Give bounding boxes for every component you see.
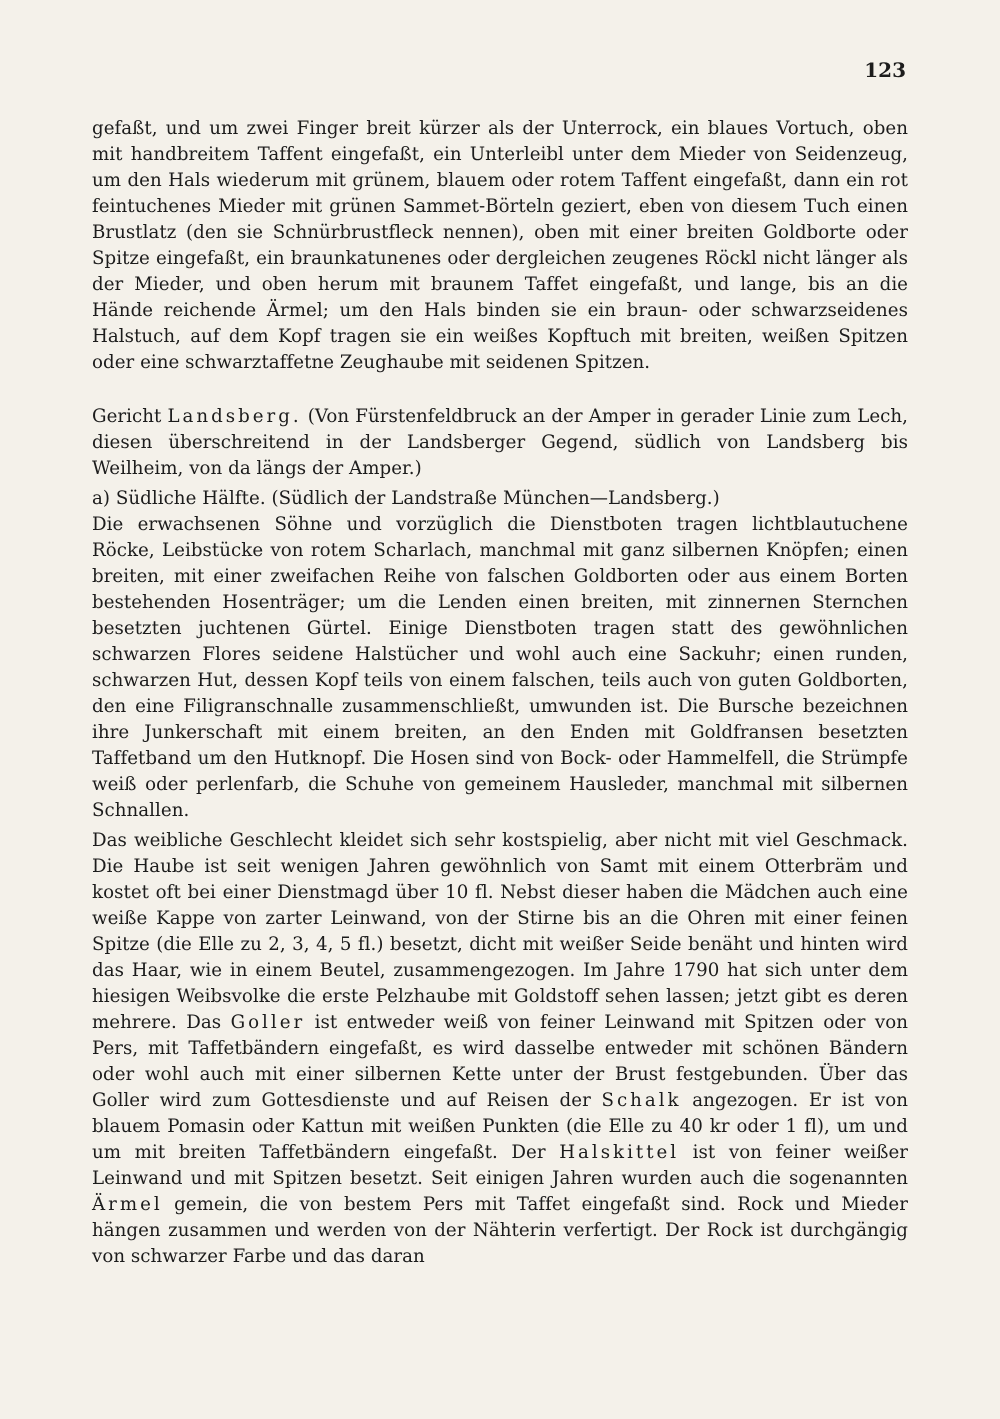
gericht-label: Gericht (92, 406, 168, 427)
term-schalk: Schalk (601, 1090, 682, 1111)
text-run: angezogen. Er ist von blauem Pomasin oder Kattun mit weißen Punkten (die Elle zu 40 kr oder 1 fl), um und um mit breiten Taffetbändern eingefaßt. Der (92, 1090, 908, 1163)
text-run: gemein, die von bestem Pers mit Taffet eingefaßt sind. Rock und Mieder hängen zusammen und werden von der Nähterin verfertigt. Der Rock ist durchgängig von schwarzer Farbe und das daran (92, 1194, 908, 1267)
section-heading: a) Südliche Hälfte. (Südlich der Landstraße München—Landsberg.) (92, 488, 720, 509)
term-aermel: Ärmel (92, 1194, 163, 1215)
paragraph-text (92, 828, 908, 1270)
paragraph-text: Die erwachsenen Söhne und vorzüglich die Dienstboten tragen lichtblautuchene Röcke, Leibstücke von rotem Scharlach, manchmal mit ganz silbernen Knöpfen; einen breiten, mit einer zweifachen Reihe von falschen Goldborten oder aus einem Borten bestehenden Hosenträger; um die Lenden einen breiten, mit zinnernen Sternchen besetzten juchtenen Gürtel. Einige Dienstboten tragen statt des gewöhnlichen schwarzen Flores seidene Halstücher und wohl auch eine Sackuhr; einen runden, schwarzen Hut, dessen Kopf teils von einem falschen, teils auch von guten Goldborten, den eine Filigranschnalle zusammenschließt, umwunden ist. Die Bursche bezeichnen ihre Junkerschaft mit einem breiten, an den Enden mit Goldfransen besetzten Taffetband um den Hutknopf. Die Hosen sind von Bock- oder Hammelfell, die Strümpfe weiß oder perlenfarb, die Schuhe von gemeinem Hausleder, manchmal mit silbernen Schnallen. (92, 514, 908, 821)
place-name-landsberg: Landsberg. (167, 406, 302, 427)
page-number: 123 (864, 58, 906, 82)
text-run: ist entweder weiß von feiner Leinwand mit Spitzen oder von Pers, mit Taffetbändern eingefaßt, es wird dasselbe entweder mit schönen Bändern oder wohl auch mit einer silbernen Kette unter der Brust festgebunden. Über das Goller wird zum Gottesdienste und auf Reisen der (92, 1012, 908, 1111)
region-description: (Von Fürstenfeldbruck an der Amper in gerader Linie zum Lech, diesen überschreitend in der Landsberger Gegend, südlich von Landsberg bis Weilheim, von da längs der Amper.) (92, 406, 908, 479)
paragraph-female-dress (92, 828, 908, 1270)
term-goller: Goller (230, 1012, 306, 1033)
paragraph-text (92, 404, 908, 482)
paragraph-text: gefaßt, und um zwei Finger breit kürzer als der Unterrock, ein blaues Vortuch, oben mit handbreitem Taffent eingefaßt, ein Unterleibl unter dem Mieder von Seidenzeug, um den Hals wiederum mit grünem, blauem oder rotem Taffent eingefaßt, dann ein rot feintuchenes Mieder mit grünen Sammet-Börteln geziert, eben von diesem Tuch einen Brustlatz (den sie Schnürbrustfleck nennen), oben mit einer breiten Goldborte oder Spitze eingefaßt, ein braunkatunenes oder dergleichen zeugenes Röckl nicht länger als der Mieder, und oben herum mit braunem Taffet eingefaßt, und lange, bis an die Hände reichende Ärmel; um den Hals binden sie ein braun- oder schwarzseidenes Halstuch, auf dem Kopf tragen sie ein weißes Kopftuch mit breiten, weißen Spitzen oder eine schwarztaffetne Zeughaube mit seidenen Spitzen. (92, 118, 908, 373)
paragraph-continuation (92, 116, 908, 376)
section-southern-half (92, 486, 908, 824)
term-halskittel: Halskittel (559, 1142, 680, 1163)
text-run: Das weibliche Geschlecht kleidet sich sehr kostspielig, aber nicht mit viel Geschmack. Die Haube ist seit wenigen Jahren gewöhnlich von Samt mit einem Otterbräm und kostet oft bei einer Dienstmagd über 10 fl. Nebst dieser haben die Mädchen auch eine weiße Kappe von zarter Leinwand, von der Stirne bis an die Ohren mit einer feinen Spitze (die Elle zu 2, 3, 4, 5 fl.) besetzt, dicht mit weißer Seide benäht und hinten wird das Haar, wie in einem Beutel, zusammengezogen. Im Jahre 1790 hat sich unter dem hiesigen Weibsvolke die erste Pelzhaube mit Goldstoff sehen lassen; jetzt gibt es deren mehrere. Das (92, 830, 908, 1033)
text-run: ist von feiner weißer Leinwand und mit Spitzen besetzt. Seit einigen Jahren wurden auch die sogenannten (92, 1142, 908, 1189)
paragraph-gericht-landsberg (92, 404, 908, 482)
